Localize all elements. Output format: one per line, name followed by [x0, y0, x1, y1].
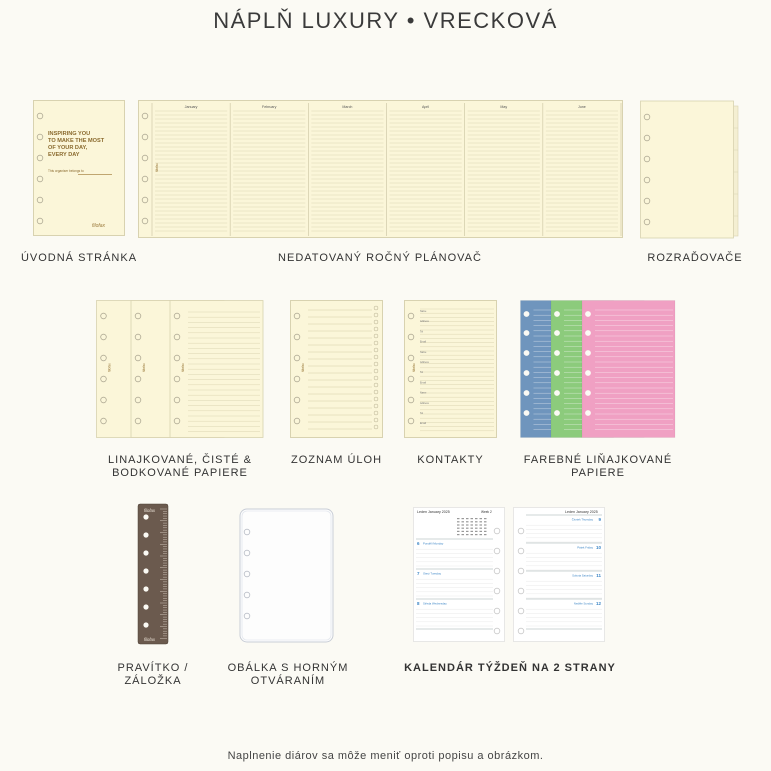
ring-hole: [142, 155, 148, 161]
year-planner: [138, 100, 623, 238]
mini-calendar-date: [484, 528, 487, 529]
mini-calendar-date: [466, 531, 469, 532]
ruler-label-line: PRAVÍTKO /: [117, 662, 189, 674]
ring-hole: [554, 410, 560, 416]
envelope-label-line: OBÁLKA S HORNÝM: [227, 662, 349, 674]
day-number: 6: [417, 541, 420, 546]
ring-hole: [585, 311, 591, 317]
mini-calendar-date: [484, 521, 487, 522]
brand-logo: filofax: [181, 363, 185, 372]
brand-logo: filofax: [92, 223, 106, 229]
brand-logo: filofax: [144, 637, 155, 642]
mini-calendar-date: [471, 528, 474, 529]
brand-logo: filofax: [107, 363, 112, 372]
day-number: 10: [595, 545, 601, 550]
mini-calendar-date: [475, 531, 478, 532]
mini-calendar-date: [480, 521, 483, 522]
mini-calendar-date: [462, 521, 465, 522]
day-number: 7: [417, 571, 420, 576]
mini-calendar-date: [480, 534, 483, 535]
mini-calendar-date: [466, 524, 469, 525]
ring-hole: [408, 418, 414, 424]
contact-field-label: Name: [420, 310, 427, 313]
mini-calendar-date: [462, 531, 465, 532]
mini-calendar-date: [484, 534, 487, 535]
papers: [96, 300, 264, 438]
day-name: Sobota Saturday: [572, 573, 593, 578]
mini-calendar-date: [475, 521, 478, 522]
day-name: Neděle Sunday: [573, 601, 593, 606]
task-checkbox: [374, 404, 378, 408]
mini-calendar-date: [466, 528, 469, 529]
colored-label-line: PAPIERE: [571, 467, 625, 479]
todo-page: [290, 300, 383, 438]
day-number: 8: [417, 601, 420, 606]
task-checkbox: [374, 341, 378, 345]
ring-hole: [524, 410, 530, 416]
intro-small-text: This organiser belongs to: [48, 169, 84, 173]
contact-field-label: Tel: [420, 330, 424, 334]
intro-line: OF YOUR DAY,: [48, 145, 88, 151]
day-name: Čtvrtek Thursday: [571, 517, 593, 522]
task-checkbox: [374, 327, 378, 331]
ring-hole: [143, 532, 148, 537]
brand-logo: filofax: [142, 363, 146, 372]
mini-calendar-date: [475, 518, 478, 519]
mini-calendar-date: [471, 524, 474, 525]
ring-hole: [143, 604, 148, 609]
mini-calendar-date: [457, 518, 460, 519]
ring-hole: [142, 197, 148, 203]
todo-label: ZOZNAM ÚLOH: [290, 454, 383, 466]
intro-line: INSPIRING YOU: [48, 131, 91, 137]
mini-calendar-date: [475, 524, 478, 525]
ring-hole: [585, 350, 591, 356]
mini-calendar-date: [484, 531, 487, 532]
ring-hole: [143, 514, 148, 519]
brand-logo: filofax: [301, 363, 305, 372]
month-name: April: [421, 105, 430, 109]
ruler-bookmark: [136, 503, 170, 645]
ring-hole: [142, 176, 148, 182]
mini-calendar-date: [466, 518, 469, 519]
ring-hole: [408, 376, 414, 382]
task-checkbox: [374, 362, 378, 366]
task-checkbox: [374, 411, 378, 415]
brand-logo: filofax: [412, 363, 416, 372]
contact-field-label: Address: [420, 320, 429, 324]
ring-hole: [294, 334, 300, 340]
ring-hole: [294, 418, 300, 424]
ruler-label-line: ZÁLOŽKA: [124, 675, 182, 687]
brand-logo: filofax: [155, 163, 159, 172]
ring-hole: [142, 218, 148, 224]
intro-name-line: [78, 174, 112, 175]
ring-hole: [142, 134, 148, 140]
brand-logo: filofax: [144, 508, 155, 513]
task-checkbox: [374, 369, 378, 373]
intro-label: ÚVODNÁ STRÁNKA: [20, 252, 138, 264]
ring-hole: [585, 390, 591, 396]
mini-calendar-date: [480, 531, 483, 532]
intro-page: [33, 100, 125, 236]
month-name: January: [184, 105, 198, 109]
mini-calendar-date: [457, 534, 460, 535]
mini-calendar-date: [471, 534, 474, 535]
task-checkbox: [374, 397, 378, 401]
ring-hole: [524, 330, 530, 336]
papers-label-line: BODKOVANÉ PAPIERE: [112, 467, 248, 479]
month-name: March: [342, 105, 353, 109]
task-checkbox: [374, 390, 378, 394]
contact-field-label: Email: [420, 340, 426, 344]
ring-hole: [524, 390, 530, 396]
papers-label-line: LINAJKOVANÉ, ČISTÉ &: [108, 454, 252, 466]
ruler-label: [100, 662, 206, 688]
mini-calendar-date: [466, 534, 469, 535]
cal-left-header: Leden January 2025: [417, 510, 450, 514]
contact-field-label: Address: [420, 361, 429, 364]
contact-field-label: Name: [420, 350, 427, 354]
contact-field-label: Email: [420, 422, 426, 426]
mini-calendar-date: [471, 518, 474, 519]
ring-hole: [585, 370, 591, 376]
envelope-label: [218, 662, 358, 688]
envelope: [239, 508, 334, 643]
planner-label: NEDATOVANÝ ROČNÝ PLÁNOVAČ: [278, 252, 482, 264]
task-checkbox: [374, 355, 378, 359]
task-checkbox: [374, 376, 378, 380]
ring-hole: [524, 370, 530, 376]
mini-calendar-date: [471, 521, 474, 522]
contact-field-label: Address: [420, 401, 429, 405]
ring-hole: [554, 330, 560, 336]
ring-hole: [554, 370, 560, 376]
intro-line: TO MAKE THE MOST: [48, 138, 105, 144]
papers-label: [90, 454, 270, 480]
contact-field-label: Name: [420, 391, 427, 395]
dividers: [640, 100, 740, 240]
mini-calendar-date: [462, 528, 465, 529]
ring-hole: [408, 313, 414, 319]
colored-label: [505, 454, 691, 480]
ring-hole: [408, 355, 414, 361]
task-checkbox: [374, 383, 378, 387]
task-checkbox: [374, 313, 378, 317]
mini-calendar-date: [462, 534, 465, 535]
month-name: May: [500, 105, 508, 109]
day-name: Pátek Friday: [577, 545, 593, 550]
mini-calendar-date: [457, 528, 460, 529]
mini-calendar-date: [480, 528, 483, 529]
ring-hole: [143, 586, 148, 591]
contacts-label: KONTAKTY: [417, 454, 484, 466]
colored-label-line: FAREBNÉ LIŇAJKOVANÉ: [523, 454, 673, 466]
dividers-label: ROZRAĎOVAČE: [647, 252, 743, 264]
ring-hole: [142, 113, 148, 119]
mini-calendar-date: [466, 521, 469, 522]
ring-hole: [585, 410, 591, 416]
mini-calendar-date: [475, 528, 478, 529]
ring-hole: [554, 311, 560, 317]
ring-hole: [585, 330, 591, 336]
ring-hole: [294, 376, 300, 382]
ruler-body: [138, 504, 168, 644]
mini-calendar-date: [457, 524, 460, 525]
day-number: 9: [598, 517, 601, 522]
day-number: 12: [595, 601, 601, 606]
month-name: June: [578, 105, 586, 109]
ring-hole: [143, 622, 148, 627]
mini-calendar-date: [471, 531, 474, 532]
intro-line: EVERY DAY: [48, 152, 80, 158]
colored-papers: [520, 300, 676, 438]
calendar-label: KALENDÁR TÝŽDEŇ NA 2 STRANY: [404, 662, 616, 674]
page-title: NÁPLŇ LUXURY • VRECKOVÁ: [213, 8, 558, 33]
month-name: February: [262, 105, 277, 109]
task-checkbox: [374, 418, 378, 422]
day-name: Úterý Tuesday: [423, 571, 442, 576]
week-calendar: [413, 507, 605, 643]
ring-hole: [524, 311, 530, 317]
day-number: 11: [596, 573, 601, 578]
day-name: Pondělí Monday: [423, 541, 444, 546]
mini-calendar-date: [457, 531, 460, 532]
ring-hole: [554, 350, 560, 356]
mini-calendar-date: [484, 518, 487, 519]
task-checkbox: [374, 348, 378, 352]
ring-hole: [294, 355, 300, 361]
ring-hole: [524, 350, 530, 356]
ring-hole: [408, 334, 414, 340]
intro-text: [48, 131, 122, 159]
task-checkbox: [374, 334, 378, 338]
mini-calendar-date: [462, 518, 465, 519]
ring-hole: [408, 397, 414, 403]
ring-hole: [294, 397, 300, 403]
cal-week-number: Week 2: [481, 510, 492, 514]
footer-note: Naplnenie diárov sa môže meniť oproti popisu a obrázkom.: [227, 750, 544, 762]
contact-field-label: Tel: [420, 412, 424, 415]
mini-calendar-date: [480, 524, 483, 525]
ring-hole: [143, 568, 148, 573]
task-checkbox: [374, 320, 378, 324]
mini-calendar-date: [475, 534, 478, 535]
contact-field-label: Tel: [420, 371, 424, 375]
mini-calendar-date: [484, 524, 487, 525]
ring-hole: [143, 550, 148, 555]
cal-right-header: Leden January 2025: [565, 510, 598, 514]
contact-field-label: Email: [420, 381, 426, 385]
task-checkbox: [374, 425, 378, 429]
colored-sheet: [582, 301, 675, 438]
mini-calendar-date: [457, 521, 460, 522]
mini-calendar-date: [462, 524, 465, 525]
task-checkbox: [374, 306, 378, 310]
day-name: Středa Wednesday: [423, 601, 447, 606]
ring-hole: [294, 313, 300, 319]
mini-calendar-date: [480, 518, 483, 519]
contacts-page: [404, 300, 497, 438]
envelope-label-line: OTVÁRANÍM: [250, 675, 326, 687]
ring-hole: [554, 390, 560, 396]
